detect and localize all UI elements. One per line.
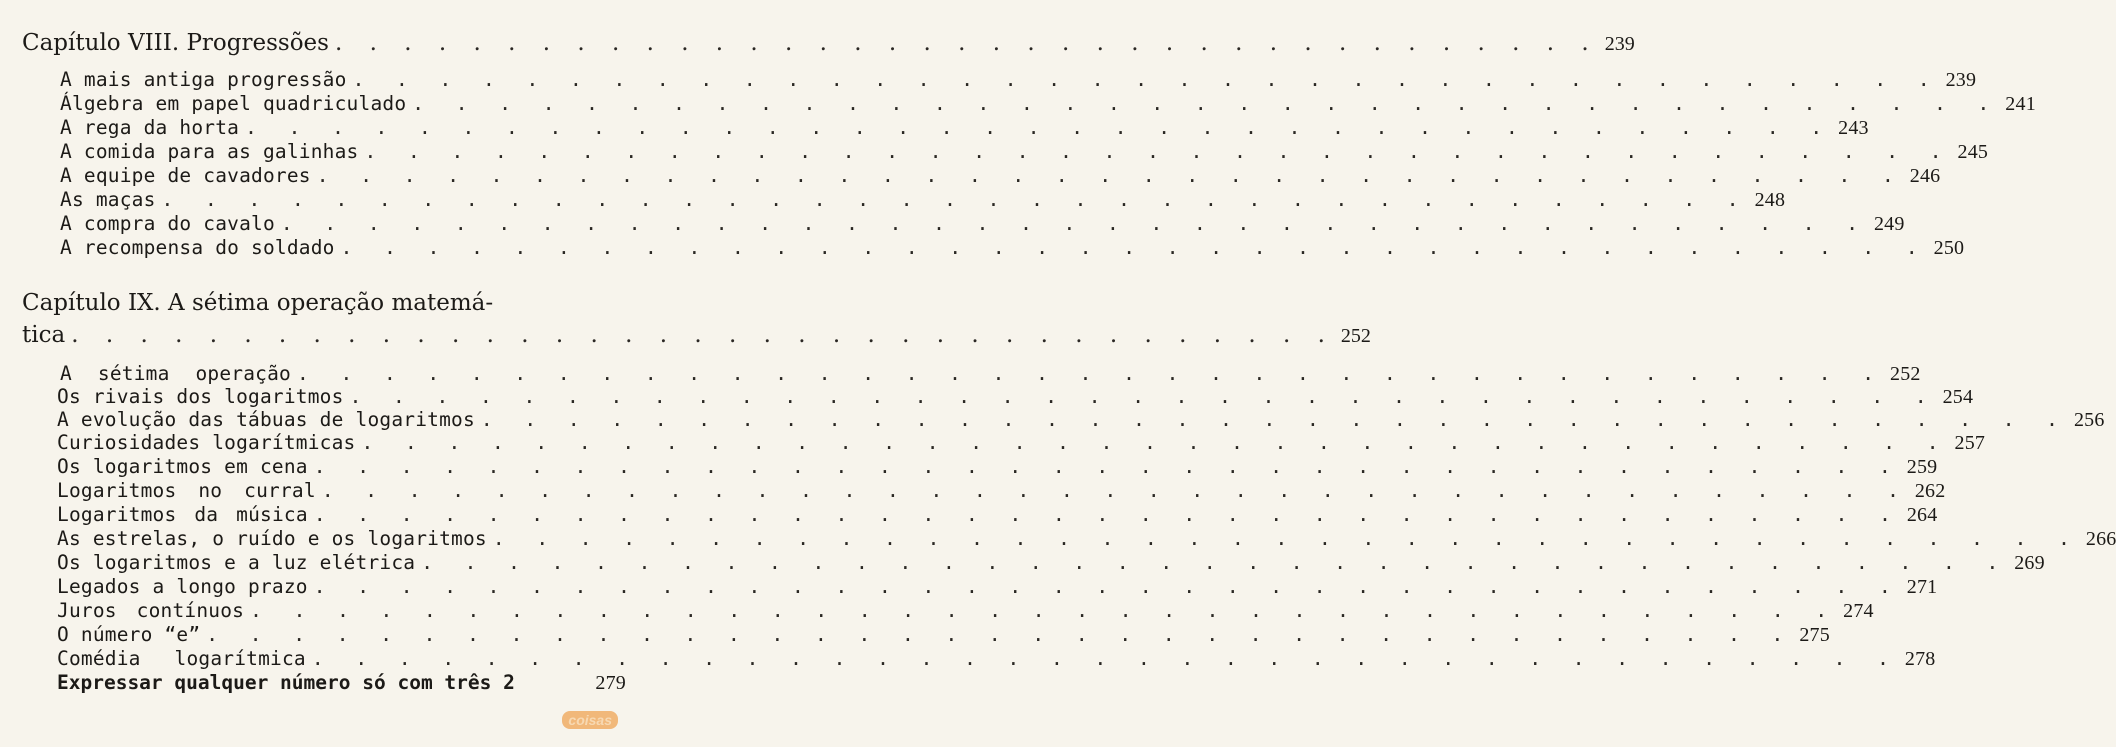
page-number: 248	[1754, 189, 1786, 211]
page-number: 278	[1904, 648, 1936, 670]
toc-entry	[57, 671, 626, 695]
toc-entry	[57, 455, 1938, 479]
chapter-9-heading-line2	[22, 322, 1371, 348]
entry-title: Legados a longo prazo	[57, 575, 308, 598]
page-number: 250	[1933, 237, 1965, 259]
chapter-title: Capítulo VIII. Progressões	[22, 30, 329, 56]
toc-entry	[60, 236, 1965, 260]
entry-title: As estrelas, o ruído e os logaritmos	[57, 527, 487, 550]
entry-title: As maças	[60, 188, 156, 211]
entry-title: Os rivais dos logaritmos	[57, 385, 344, 408]
toc-entry	[57, 647, 1936, 671]
page-number: 264	[1906, 504, 1938, 526]
toc-entry	[57, 551, 2045, 575]
toc-entry	[57, 599, 1874, 623]
toc-entry	[57, 385, 1974, 409]
page-number: 252	[1890, 363, 1921, 385]
chapter-title-continuation: tica	[22, 322, 66, 348]
dot-leader: . . . . . . . . . . . . . . . . . . . . . . . . . . . . . . . . . . . . .	[340, 236, 1928, 259]
toc-entry	[57, 431, 1986, 455]
dot-leader: . . . . . . . . . . . . . . . . . . . . . . . . . . . . . . . . . . . . .	[349, 385, 1937, 408]
toc-entry	[60, 164, 1941, 188]
dot-leader: . . . . . . . . . . . . . . . . . . . . . . . . . . . . . . . . . . . . .	[206, 623, 1794, 646]
page-number: 254	[1942, 386, 1974, 408]
dot-leader: . . . . . . . . . . . . . . . . . . . . . . . . . . . . . . . . . . . . .	[280, 212, 1868, 235]
entry-title: A equipe de cavadores	[60, 164, 311, 187]
toc-entry	[60, 68, 1977, 92]
chapter-8-heading	[22, 30, 1635, 56]
page-number: 262	[1914, 480, 1946, 502]
toc-entry	[60, 188, 1786, 212]
page-number: 249	[1873, 213, 1905, 235]
page-number: 275	[1799, 624, 1830, 646]
page-number: 245	[1957, 141, 1989, 163]
entry-title: Expressar qualquer número só com três 2	[57, 671, 515, 694]
entry-title: Curiosidades logarítmicas	[57, 431, 356, 454]
toc-entry	[57, 503, 1938, 527]
dot-leader: . . . . . . . . . . . . . . . . . . . . . . . . . . . . . . . . . . . . .	[352, 68, 1940, 91]
toc-entry	[60, 92, 2036, 116]
entry-title: Álgebra em papel quadriculado	[60, 92, 407, 115]
dot-leader: . . . . . . . . . . . . . . . . . . . . . . . . . . . . . . . . . . . . .	[71, 322, 1335, 348]
toc-entry	[57, 479, 1946, 503]
dot-leader: . . . . . . . . . . . . . . . . . . . . . . . . . . . . . . . . . . . . .	[361, 431, 1949, 454]
page-number: 241	[2005, 93, 2036, 115]
dot-leader: . . . . . . . . . . . . . . . . . . . . . . . . . . . . . . . . . . . . .	[311, 647, 1899, 670]
dot-leader: . . . . . . . . . . . . . . . . . . . . . . . . . . . . . . . . . . . . .	[296, 362, 1885, 385]
dot-leader: . . . . . . . . . . . . . . . . . . . . . . . . . . . . . . . . . . . . .	[492, 527, 2080, 550]
entry-title: Os logaritmos e a luz elétrica	[57, 551, 416, 574]
toc-entry	[57, 623, 1830, 647]
page-number: 269	[2014, 552, 2045, 574]
dot-leader: . . . . . . . . . . . . . . . . . . . . . . . . . . . . . . . . . . . . .	[334, 30, 1599, 56]
page-number: 239	[1945, 69, 1977, 91]
entry-title: Comédia logarítmica	[57, 647, 306, 670]
chapter-title: Capítulo IX. A sétima operação matemá-	[22, 290, 494, 316]
dot-leader: . . . . . . . . . . . . . . . . . . . . . . . . . . . . . . . . . . . . .	[161, 188, 1749, 211]
page-number: 239	[1604, 33, 1635, 55]
dot-leader: . . . . . . . . . . . . . . . . . . . . . . . . . . . . . . . . . . . . .	[421, 551, 2009, 574]
dot-leader: . . . . . . . . . . . . . . . . . . . . . . . . . . . . . . . . . . . . .	[245, 116, 1833, 139]
toc-entry	[60, 362, 1921, 386]
toc-entry	[57, 408, 2105, 432]
dot-leader: . . . . . . . . . . . . . . . . . . . . . . . . . . . . . . . . . . . . .	[250, 599, 1838, 622]
entry-title: A recompensa do soldado	[60, 236, 335, 259]
entry-title: Juros contínuos	[57, 599, 245, 622]
watermark-logo: coisas	[562, 711, 618, 729]
dot-leader: . . . . . . . . . . . . . . . . . . . . . . . . . . . . . . . . . . . . .	[412, 92, 2000, 115]
dot-leader: . . . . . . . . . . . . . . . . . . . . . . . . . . . . . . . . . . . . .	[313, 503, 1901, 526]
page-number: 257	[1954, 432, 1986, 454]
toc-entry	[60, 140, 1989, 164]
dot-leader: . . . . . . . . . . . . . . . . . . . . . . . . . . . . . . . . . . . . .	[364, 140, 1952, 163]
toc-entry	[60, 116, 1869, 140]
entry-title: A compra do cavalo	[60, 212, 275, 235]
entry-title: Os logaritmos em cena	[57, 455, 308, 478]
entry-title: A evolução das tábuas de logaritmos	[57, 408, 475, 431]
entry-title: A sétima operação	[60, 362, 291, 385]
toc-entry	[57, 527, 2116, 551]
page-number: 279	[595, 672, 626, 694]
entry-title: Logaritmos da música	[57, 503, 308, 526]
toc-entry	[57, 575, 1938, 599]
dot-leader: . . . . . . . . . . . . . . . . . . . . . . . . . . . . . . . . . . . . .	[313, 575, 1901, 598]
toc-entry	[60, 212, 1905, 236]
entry-title: A comida para as galinhas	[60, 140, 359, 163]
dot-leader: . . . . . . . . . . . . . . . . . . . . . . . . . . . . . . . . . . . . .	[313, 455, 1901, 478]
page-number: 259	[1906, 456, 1938, 478]
chapter-9-heading-line1	[22, 290, 626, 316]
page-number: 243	[1838, 117, 1869, 139]
page-number: 256	[2073, 409, 2105, 431]
page-number: 252	[1340, 325, 1371, 347]
dot-leader: . . . . . . . . . . . . . . . . . . . . . . . . . . . . . . . . . . . . .	[321, 479, 1909, 502]
entry-title: Logaritmos no curral	[57, 479, 316, 502]
page-number: 271	[1906, 576, 1938, 598]
page-number: 266	[2085, 528, 2116, 550]
dot-leader: . . . . . . . . . . . . . . . . . . . . . . . . . . . . . . . . . . . . .	[480, 408, 2068, 431]
page-number: 246	[1909, 165, 1941, 187]
page-number: 274	[1843, 600, 1874, 622]
entry-title: A rega da horta	[60, 116, 240, 139]
dot-leader: . . . . . . . . . . . . . . . . . . . . . . . . . . . . . . . . . . . . .	[316, 164, 1904, 187]
entry-title: O número “e”	[57, 623, 201, 646]
entry-title: A mais antiga progressão	[60, 68, 347, 91]
